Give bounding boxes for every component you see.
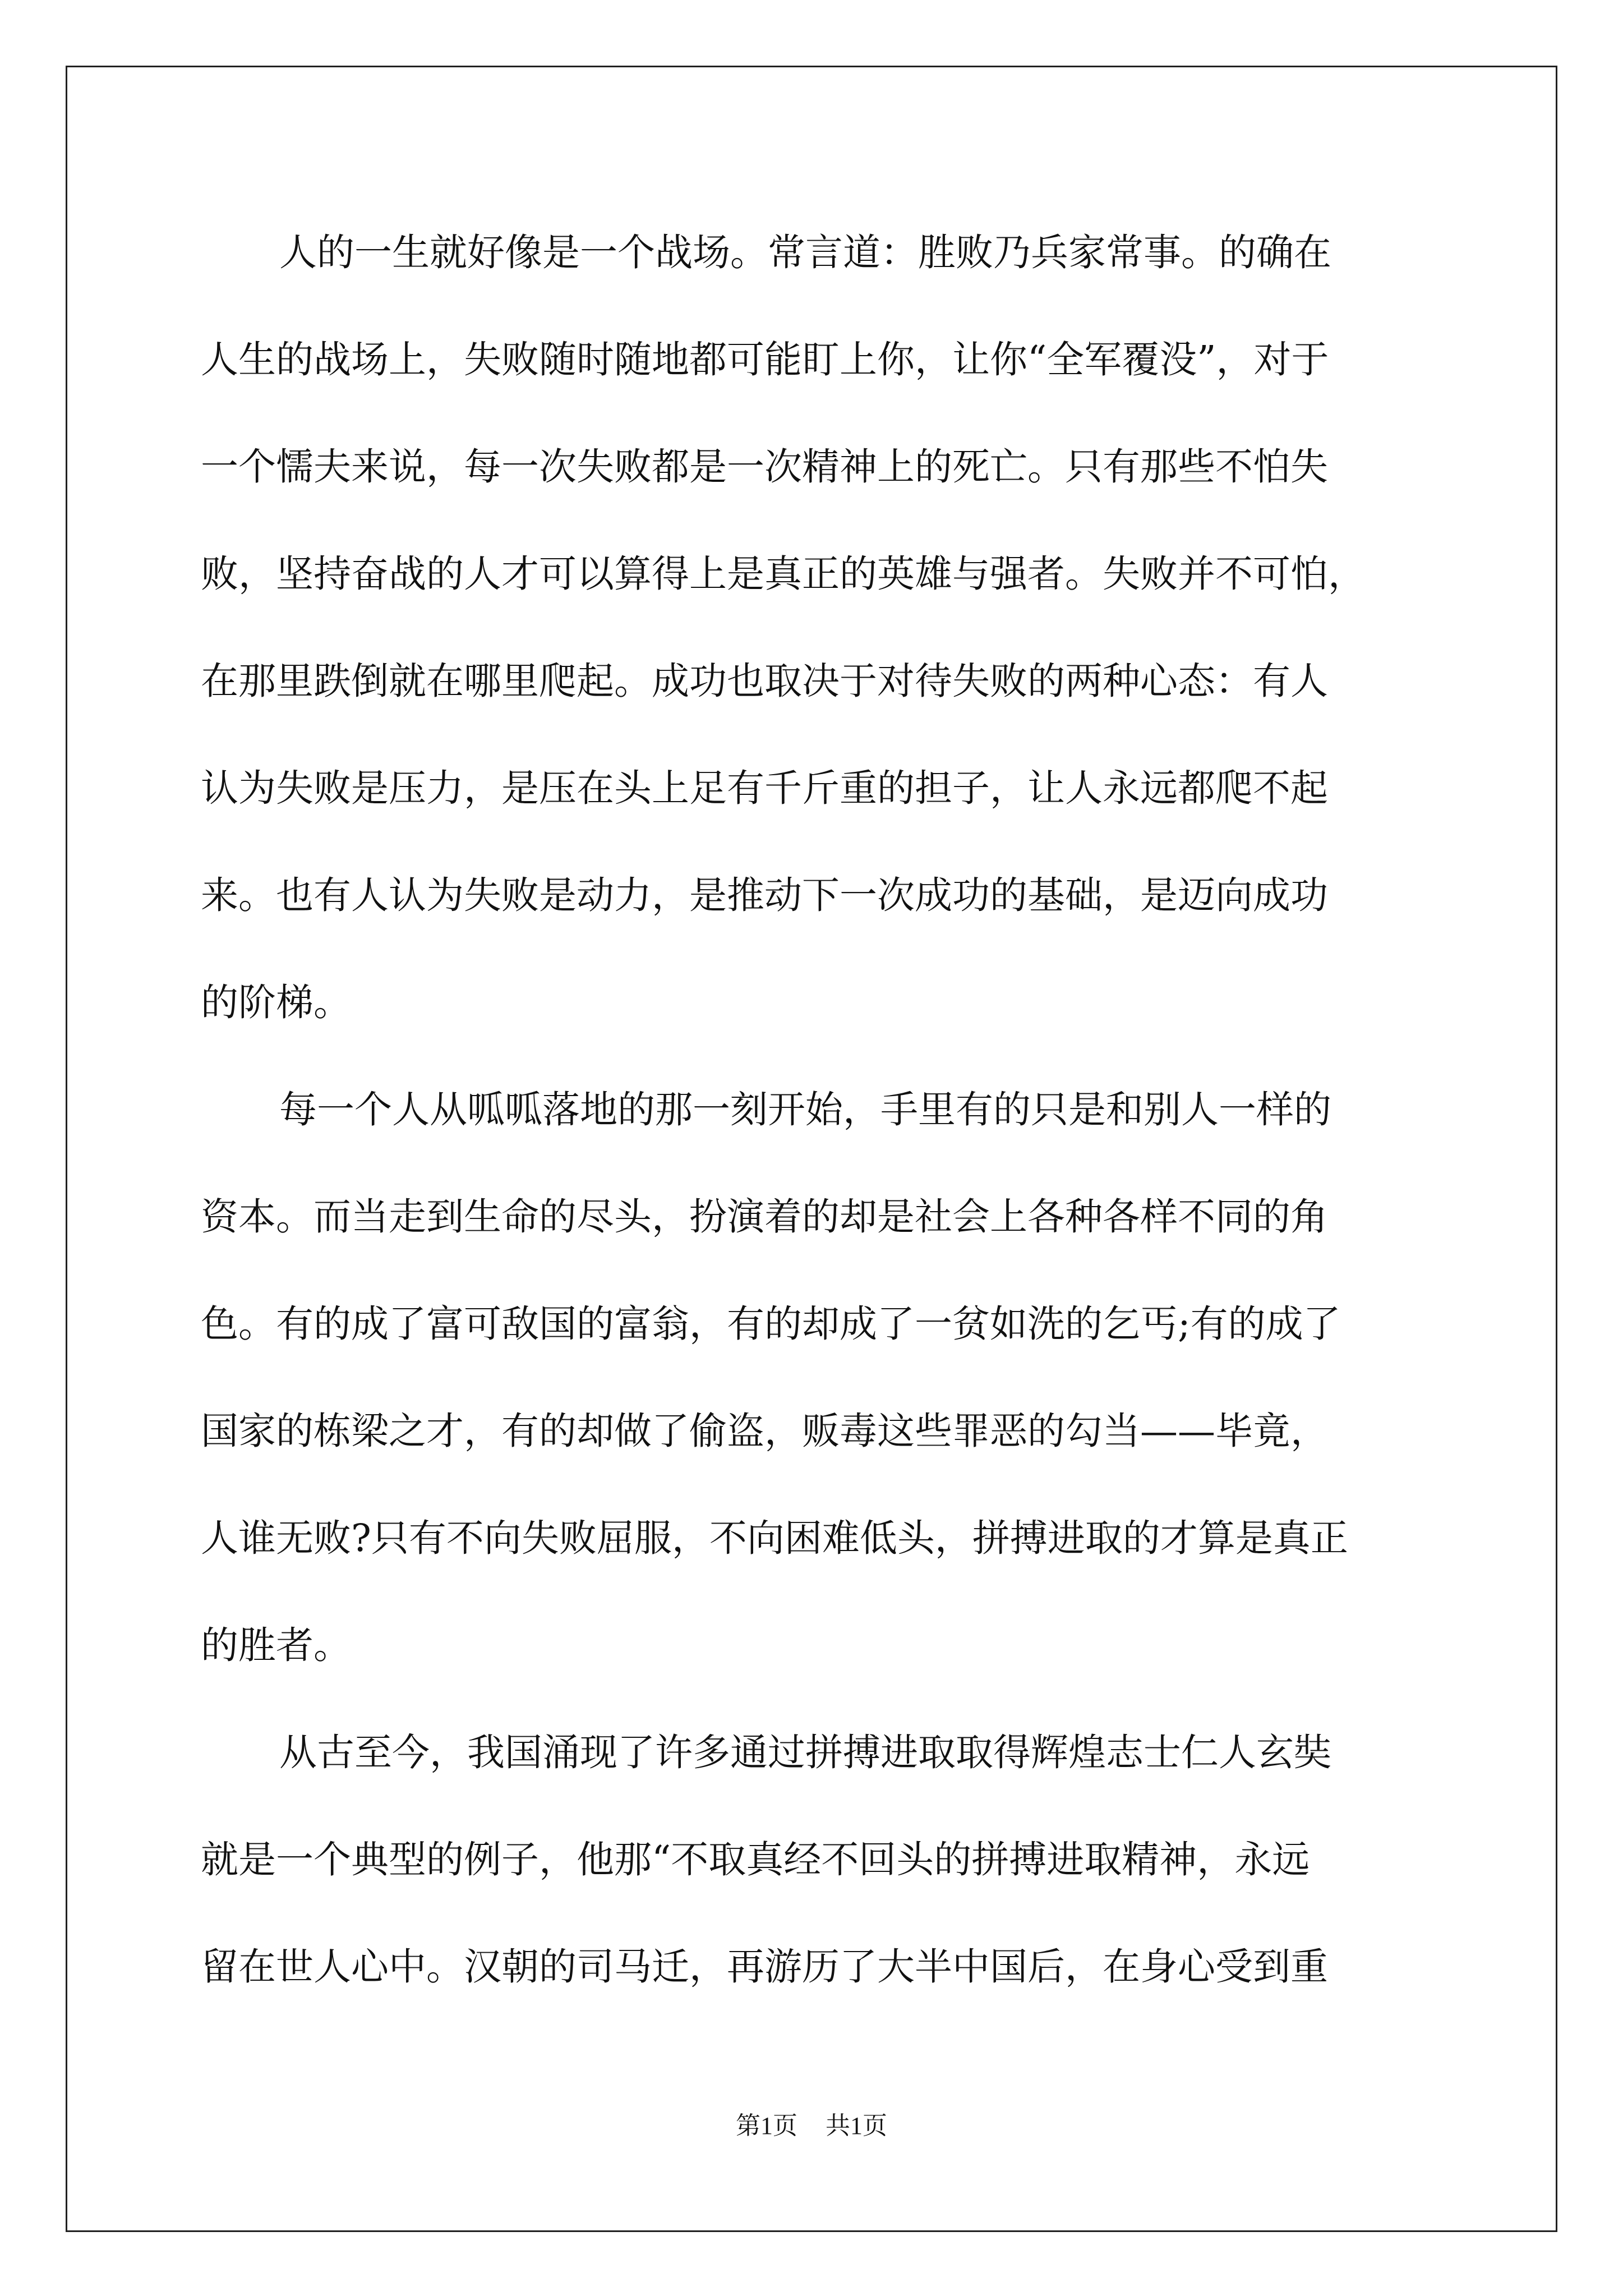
text-line: 人生的战场上，失败随时随地都可能盯上你，让你“全军覆没”，对于 bbox=[201, 338, 1329, 381]
text-line: 资本。而当走到生命的尽头，扮演着的却是社会上各种各样不同的角 bbox=[201, 1195, 1328, 1239]
text-line: 一个懦夫来说，每一次失败都是一次精神上的死亡。只有那些不怕失 bbox=[201, 445, 1328, 489]
text-line: 在那里跌倒就在哪里爬起。成功也取决于对待失败的两种心态：有人 bbox=[201, 659, 1328, 703]
text-line: 就是一个典型的例子，他那“不取真经不回头的拼搏进取精神，永远 bbox=[201, 1838, 1310, 1881]
text-line: 色。有的成了富可敌国的富翁，有的却成了一贫如洗的乞丐;有的成了 bbox=[201, 1302, 1341, 1346]
text-line: 来。也有人认为失败是动力，是推动下一次成功的基础，是迈向成功 bbox=[201, 873, 1328, 917]
text-line: 留在世人心中。汉朝的司马迁，再游历了大半中国后，在身心受到重 bbox=[201, 1945, 1328, 1989]
text-line: 每一个人从呱呱落地的那一刻开始，手里有的只是和别人一样的 bbox=[279, 1088, 1331, 1131]
page-number-current: 第1页 bbox=[736, 2112, 797, 2139]
text-line: 认为失败是压力，是压在头上足有千斤重的担子，让人永远都爬不起 bbox=[201, 766, 1328, 810]
text-line: 人的一生就好像是一个战场。常言道：胜败乃兵家常事。的确在 bbox=[279, 231, 1331, 274]
text-line: 国家的栋梁之才，有的却做了偷盗，贩毒这些罪恶的勾当——毕竟， bbox=[201, 1409, 1328, 1453]
text-line: 人谁无败?只有不向失败屈服，不向困难低头，拼搏进取的才算是真正 bbox=[201, 1516, 1348, 1560]
text-line: 败，坚持奋战的人才可以算得上是真正的英雄与强者。失败并不可怕， bbox=[201, 552, 1366, 596]
page-number-total: 共1页 bbox=[826, 2112, 887, 2139]
text-line: 从古至今，我国涌现了许多通过拼搏进取取得辉煌志士仁人玄奘 bbox=[279, 1731, 1331, 1774]
document-body bbox=[201, 213, 1429, 2035]
text-line: 的阶梯。 bbox=[201, 981, 351, 1024]
page-footer bbox=[0, 2109, 1623, 2143]
text-line: 的胜者。 bbox=[201, 1623, 351, 1667]
